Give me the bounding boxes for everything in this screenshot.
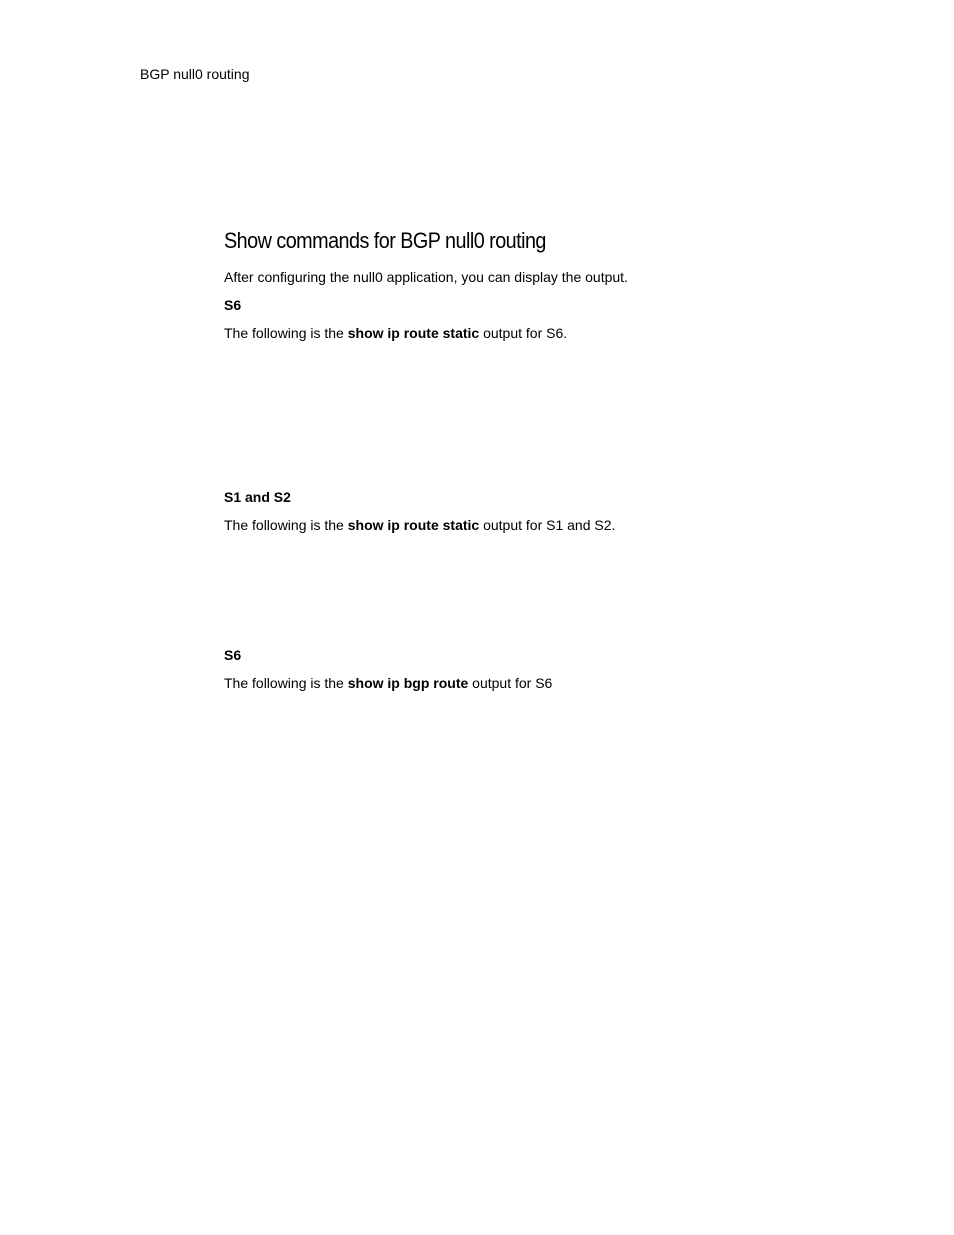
command-name: show ip route static: [347, 325, 480, 341]
paragraph-text-after: output for S1 and S2.: [479, 517, 616, 533]
command-name: show ip bgp route: [347, 675, 469, 691]
intro-paragraph: After configuring the null0 application, you can display the output.: [224, 269, 628, 285]
paragraph-text-before: The following is the: [224, 325, 348, 341]
paragraph-text-after: output for S6: [468, 675, 553, 691]
subheading-s1-s2-static: S1 and S2: [224, 489, 291, 505]
running-header: BGP null0 routing: [140, 66, 250, 82]
paragraph-s6-static: [224, 324, 567, 342]
paragraph-s6-bgp: [224, 674, 552, 692]
subheading-s6-bgp: S6: [224, 647, 242, 663]
section-title: Show commands for BGP null0 routing: [224, 228, 546, 253]
command-name: show ip route static: [347, 517, 480, 533]
subheading-s6-static: S6: [224, 297, 242, 313]
paragraph-text-before: The following is the: [224, 517, 348, 533]
paragraph-text-after: output for S6.: [479, 325, 568, 341]
paragraph-text-before: The following is the: [224, 675, 348, 691]
paragraph-s1-s2-static: [224, 516, 615, 534]
